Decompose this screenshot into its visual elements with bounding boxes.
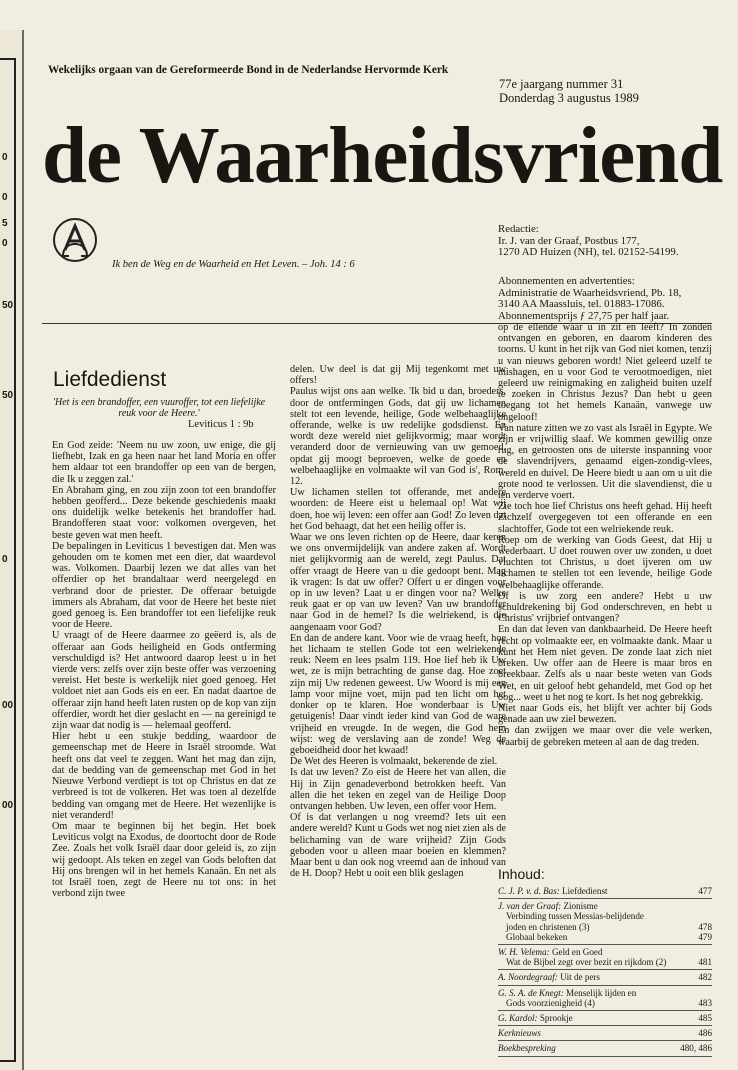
paragraph: Hier hebt u een stukje bedding, waardoor de gemeenschap met de Heere in Israël stroomde. Wat heeft ons dat veel te zeggen. Want het mag dan zijn, dat de bedding van de gemeenschap met God in het Nieuwe Verbond verdiept is tot op Christus en dat ze verbreed is tot de volkeren. Het was toen al dezelfde bedding van omgang met de Heere. Het wezenlijke is niet veranderd! — [52, 731, 276, 821]
paragraph: op de ellende waar u in zit en leeft? In zonden ontvangen en geboren, en daarom kinderen des toorns. U kunt in het rijk van God niet komen, tenzij u van nieuws geboren wordt! Niet geleerd uzelf te mishagen, en u voor God te verootmoedigen, niet geleerd uw reinigmaking en zaligheid buiten uzelf te zoeken in Christus Jezus? Dan hebt u geen toegang tot het hemels Kanaän, vanwege uw ongeloof! — [498, 322, 712, 423]
paragraph: Is dat uw leven? Zo eist de Heere het van allen, die Hij in Zijn genadeverbond betrokken heeft. Van allen die het teken en zegel van de Heilige Doop ontvangen hebben. Uw leven, een offer voor Hem. — [290, 767, 506, 812]
paragraph: Roep om de werking van Gods Geest, dat Hij u wederbaart. U doet rouwen over uw zonden, u doet vluchten tot Christus, u doet ijveren om uw lichamen te stellen tot een levende, heilige Gode welbehaaglijke offerande. — [498, 534, 712, 591]
toc-author: C. J. P. v. d. Bas: — [498, 886, 560, 896]
paragraph: De Wet des Heeren is volmaakt, bekerende de ziel. — [290, 756, 498, 768]
toc-entry[interactable] — [498, 899, 712, 945]
toc-article: Zionisme — [563, 901, 598, 912]
toc-entry[interactable] — [498, 1026, 712, 1041]
publication-motto: Wekelijks orgaan van de Gereformeerde Bond in de Nederlandse Hervormde Kerk — [48, 64, 449, 76]
paragraph: En dan dat leven van dankbaarheid. De Heere heeft recht op volmaakte eer, en volmaakte dank. Maar u kunt het Hem niet geven. De zonde laat zich niet breken. Uw offer aan de Heere is maar bros en breekbaar. Zelfs als u naar beste weten van Gods Wet, en uit geloof hebt gehandeld, met God op het oog... weet u het nog te kort. Is het nog gebrekkig. — [498, 624, 712, 703]
toc-article: Kerknieuws — [498, 1028, 541, 1039]
margin-number: 0 — [2, 152, 8, 163]
paragraph: Waar we ons leven richten op de Heere, daar keren we ons onvermijdelijk van andere zaken af. Wordt niet gelijkvormig aan de wereld, zegt Paulus. Dat offer vraagt de Heere van u die gedoopt bent. Mag ik vragen: Is dat uw offer? Offert u er dingen voor op in uw leven? Laat u er dingen voor na? Welke reuk gaat er op van uw leven? Van uw brandoffer naar God in de hemel? Is die welriekend, is die aangenaam voor God? — [290, 532, 506, 633]
margin-number: 00 — [2, 700, 14, 711]
toc-page: 479 — [698, 931, 712, 942]
subscription-line: 3140 AA Maassluis, tel. 01883-17086. — [498, 298, 665, 310]
newspaper-page — [28, 30, 732, 1070]
toc-article: Gods voorzienigheid (4) — [506, 997, 595, 1008]
toc-entry[interactable] — [498, 945, 712, 970]
toc-entry[interactable] — [498, 970, 712, 985]
toc-page: 480, 486 — [680, 1043, 712, 1054]
toc-author: J. van der Graaf: — [498, 901, 562, 912]
toc-article: Sprookje — [539, 1013, 573, 1024]
paragraph: delen. Uw deel is dat gij Mij tegenkomt met uw offers! — [290, 364, 506, 387]
paragraph: Of is uw zorg een andere? Hebt u uw schuldrekening bij God onderschreven, en hebt u Christus' vrijbrief ontvangen? — [498, 590, 712, 625]
article-column-2 — [290, 364, 506, 879]
margin-number: 00 — [2, 800, 14, 811]
redactie-label: Redactie: — [498, 223, 539, 235]
subscription-price: Abonnementsprijs ƒ 27,75 per half jaar. — [498, 309, 670, 322]
paragraph: Om maar te beginnen bij het begin. Het boek Leviticus volgt na Exodus, de doortocht door de Rode Zee. Zoals het volk Israël daar door geleid is, zo zijn wij gedoopt. Als teken en zegel van Gods beloften dat Hij ons brengen wil in het hemels Kanaän. En net als tot Israël toen, zegt de Heere nu tot ons: in het verbond zijn twee — [52, 820, 276, 900]
paragraph: En dan zwijgen we maar over die vele werken, waarbij de gebreken meteen al aan de dag treden. — [498, 725, 712, 748]
article-column-3 — [498, 322, 712, 748]
toc-page: 486 — [698, 1028, 712, 1039]
toc-article: Menselijk lijden en — [566, 987, 637, 998]
toc-page: 483 — [698, 997, 712, 1008]
toc-page: 481 — [698, 957, 712, 968]
paragraph: Van nature zitten we zo vast als Israël in Egypte. We zijn er vrijwillig slaaf. We kommen gewillig onze rug, en getroosten ons de uiterste inspanning voor de slavendrijvers, genaamd eigen-zondig-vlees, wereld en duivel. De Heere biedt u aan om u uit die grote nood te verlossen. Uit die slavendienst, die u ten verderve voert. — [498, 422, 712, 502]
paragraph: Niet naar Gods eis, het blijft ver achter bij Gods genade aan uw ziel bewezen. — [498, 702, 712, 726]
paragraph: Of is dat verlangen u nog vreemd? Iets uit een andere wereld? Kunt u Gods wet nog niet zien als de belichaming van de ware vrijheid? Zijn Gods geboden voor u alleen maar boeien en klemmen? Maar bent u dan ook nog vreemd aan de inhoud van de H. Doop? Hebt u ooit een blik geslagen — [290, 812, 506, 880]
volume-number: 77e jaargang nummer 31 — [499, 77, 624, 91]
paragraph: En God zeide: 'Neem nu uw zoon, uw enige, die gij liefhebt, Izak en ga heen naar het land Moria en offer hem aldaar tot een brandoffer op een van de bergen, die Ik u zeggen zal.' — [52, 440, 276, 485]
subscription-line: Administratie de Waarheidsvriend, Pb. 18, — [498, 286, 682, 299]
article-quote: 'Het is een brandoffer, een vuuroffer, tot een liefelijke reuk voor de Heere.' — [52, 397, 266, 419]
alpha-omega-logo-icon — [51, 216, 99, 264]
redactie-line: 1270 AD Huizen (NH), tel. 02152-54199. — [498, 246, 679, 258]
toc-article: Uit de pers — [560, 972, 600, 983]
toc-entry[interactable] — [498, 1041, 712, 1056]
adjacent-page-strip — [0, 30, 24, 1070]
toc-title: Inhoud: — [498, 866, 545, 882]
toc-author: A. Noordegraaf: — [498, 972, 558, 983]
margin-number: 0 — [2, 554, 8, 565]
toc-author: G. S. A. de Knegt: — [498, 987, 564, 998]
toc-author: W. H. Velema: — [498, 947, 550, 958]
article-title: Liefdedienst — [53, 368, 167, 391]
redactie-line: Ir. J. van der Graaf, Postbus 177, — [498, 234, 640, 247]
toc-page: 477 — [698, 886, 712, 896]
paragraph: En dan de andere kant. Voor wie de vraag heeft, hoe het lichaam te stellen Gode tot een welriekende reuk: Neem en lees psalm 119. Hoe lief heb ik Uw wet, ze is mijn betrachting de ganse dag. Hoe zoet zijn mij Uw redenen geweest. Uw Woord is mij een lamp voor mijne voet, mijn pad ten licht om het donker op te klaren. Hoe wonderbaar is Uw getuigenis! Daar vindt ieder kind van God de ware vrijheid en vreugde. In de wegen, die God hem wijst: weg de verslaving aan de zonde! Weg de geboeidheid door het kwaad! — [290, 632, 506, 756]
margin-number: 50 — [2, 390, 14, 401]
toc-article: joden en christenen (3) — [506, 921, 590, 932]
article-quote-reference: Leviticus 1 : 9b — [188, 419, 254, 430]
issue-date: Donderdag 3 augustus 1989 — [499, 91, 639, 105]
header-verse: Ik ben de Weg en de Waarheid en Het Leven. – Joh. 14 : 6 — [112, 259, 355, 270]
paragraph: En Abraham ging, en zou zijn zoon tot een brandoffer hebben geofferd... Deze bekende geschiedenis maakt ons duidelijk welke betekenis het brandoffer had. Brandofferen staat voor: volkomen overgeven, het beste geven wat men heeft. — [52, 484, 276, 541]
margin-number: 0 — [2, 192, 8, 203]
toc-entry[interactable] — [498, 1011, 712, 1026]
toc-article: Boekbespreking — [498, 1043, 556, 1054]
toc-article: Geld en Goed — [551, 947, 603, 958]
paragraph: Zie toch hoe lief Christus ons heeft gehad. Hij heeft Zichzelf overgegeven tot een offerande en een slachtoffer, Gode tot een welriekende reuk. — [498, 501, 712, 535]
toc-page: 485 — [698, 1013, 712, 1024]
paragraph: U vraagt of de Heere daarmee zo geëerd is, als de offeraar aan Gods heiligheid en Gods ontferming verschuldigd is? Het antwoord daarop leest u in het vierde vers: zelfs over zijn beste offer was verzoening vereist. Het beste is werkelijk niet goed genoeg. Het voldoet niet aan Gods eis en eer. En nadat daartoe de offeraar zijn hand heeft laten rusten op de kop van zijn offerdier, wordt het dier geslacht en — na gereinigd te zijn waar dat nodig is — helemaal geofferd. — [52, 630, 276, 732]
toc-article: Wat de Bijbel zegt over bezit en rijkdom (2) — [506, 957, 667, 968]
masthead-title: de Waarheidsvriend — [42, 110, 723, 200]
paragraph: De bepalingen in Leviticus 1 bevestigen dat. Men was gehouden om te komen met een dier, dat waardevol was. Volkomen. Daarbij lezen we dat alles van het offerdier op het brandaltaar werd neergelegd en verbrand door de priester. De offeraar betuigde immers als Abraham, dat voor de Heere het beste niet goed genoeg is. Een brandoffer tot een liefelijke reuk voor de Heere. — [52, 540, 276, 631]
redactie-block — [498, 224, 679, 259]
toc-page: 482 — [698, 972, 712, 983]
toc-article: Verbinding tussen Messias-belijdende — [506, 911, 644, 922]
paragraph: Uw lichamen stellen tot offerande, met andere woorden: de Heere eist u helemaal op! Wat wij doen, hoe wij leven: een offer aan God! Zo leven dat het God behaagt, dat het een heilig offer is. — [290, 487, 506, 532]
margin-number: 50 — [2, 300, 14, 311]
margin-number: 5 — [2, 218, 8, 229]
issue-info — [499, 77, 639, 105]
toc-author: G. Kardol: — [498, 1013, 538, 1024]
subscription-label: Abonnementen en advertenties: — [498, 275, 635, 287]
margin-number: 0 — [2, 238, 8, 249]
toc-entry[interactable] — [498, 986, 712, 1011]
toc-entry[interactable] — [498, 884, 712, 899]
toc-article: Globaal bekeken — [506, 931, 568, 942]
toc-page: 478 — [698, 921, 712, 932]
subscription-block — [498, 276, 681, 322]
toc-article: Liefdedienst — [562, 886, 608, 896]
paragraph: Paulus wijst ons aan welke. 'Ik bid u dan, broeders, door de ontfermingen Gods, dat gij uw lichamen stelt tot een levende, heilige, Gode welbehaaglijke offerande, welke is uw redelijke godsdienst. En wordt deze wereld niet gelijkvormig; maar wordt veranderd door de vernieuwing van uw gemoed, opdat gij moogt beproeven, welke de goede en welbehaaglijke en volmaakte wil van God is', Rom. 12. — [290, 386, 506, 488]
article-column-1 — [52, 440, 276, 899]
table-of-contents — [498, 866, 712, 1057]
